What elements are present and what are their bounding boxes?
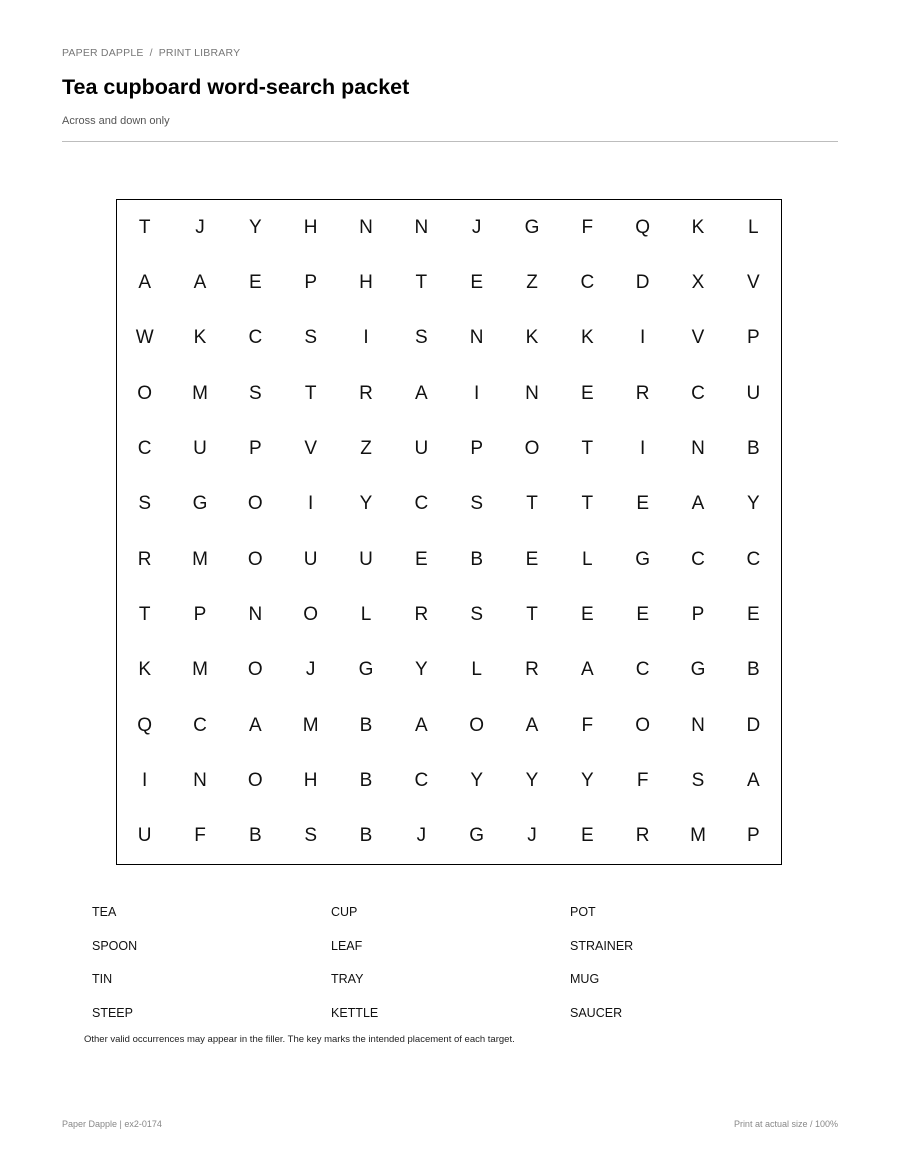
grid-cell: T [581,493,594,515]
grid-cell: B [359,769,373,791]
grid-cell: R [635,382,650,404]
grid-cell: E [636,493,649,515]
grid-cell: G [358,659,374,681]
grid-cell: E [580,603,594,625]
grid-cell: M [192,548,208,570]
grid-cell: N [525,382,539,404]
grid-cell: T [526,603,538,625]
grid-cell: O [247,493,263,515]
page-subtitle: Across and down only [62,115,170,127]
grid-cell: F [581,714,594,736]
grid-cell: Y [470,769,483,791]
grid-cell: J [305,659,316,681]
grid-cell: O [303,603,319,625]
grid-cell: O [137,382,153,404]
grid-cell: C [414,493,429,515]
grid-cell: Y [746,493,760,515]
grid-cell: R [635,825,650,847]
grid-cell: C [691,382,705,404]
grid-cell: A [746,769,760,791]
grid-cell: R [137,548,152,570]
grid-cell: L [582,548,593,570]
grid-cell: F [581,216,594,238]
word-list-item: KETTLE [331,1005,379,1020]
grid-cell: A [580,659,594,681]
grid-cell: O [635,714,651,736]
grid-cell: J [416,825,427,847]
grid-cell: P [746,327,760,349]
word-list-item: TRAY [331,972,364,986]
grid-cell: W [135,327,154,349]
grid-cell: I [474,382,480,404]
word-list-item: CUP [331,905,358,919]
grid-cell: N [359,216,373,238]
grid-cell: T [138,216,151,238]
grid-cell: R [525,659,539,681]
grid-cell: M [690,825,706,847]
word-list [92,897,812,1031]
grid-cell: T [304,382,317,404]
grid-cell: J [527,825,537,847]
footer-id: Paper Dapple | ex2-0174 [62,1119,162,1129]
footer-print-hint: Print at actual size / 100% [733,1119,838,1129]
grid-cell: D [635,271,650,293]
grid-cell: Q [137,714,153,736]
grid-cell: B [359,825,373,847]
grid-cell: F [194,825,206,847]
grid-cell: A [248,714,262,736]
grid-cell: A [414,382,428,404]
grid-cell: J [471,216,482,238]
grid-cell: K [580,327,594,349]
grid-cell: E [414,548,428,570]
placement-note: Other valid occurrences may appear in the filler. The key marks the intended placement of each target. [84,1034,515,1045]
grid-cell: S [691,769,705,791]
grid-cell: M [192,382,208,404]
grid-cell: A [414,714,428,736]
grid-cell: C [414,769,429,791]
grid-cell: N [691,714,705,736]
grid-cell: P [248,437,262,459]
grid-cell: A [525,714,539,736]
word-list-item: TEA [92,905,117,919]
word-search-grid [116,199,782,865]
grid-cell: C [635,659,650,681]
word-list-item: SAUCER [570,1005,623,1020]
grid-cell: R [359,382,373,404]
breadcrumb [62,47,240,59]
grid-cell: S [414,327,428,349]
grid-cell: A [193,271,207,293]
grid-cell: C [137,437,152,459]
grid-cell: E [580,382,594,404]
grid-cell: H [303,769,318,791]
header-divider [62,141,838,142]
grid-cell: G [635,548,651,570]
grid-cell: T [526,493,538,515]
grid-cell: C [193,714,207,736]
grid-cell: T [138,603,151,625]
grid-cell: B [359,714,373,736]
grid-cell: K [691,216,705,238]
grid-cell: O [247,548,263,570]
grid-cell: K [138,659,151,681]
grid-cell: Z [526,271,538,293]
grid-cell: J [195,216,205,238]
grid-cell: I [640,327,646,349]
grid-cell: E [248,271,262,293]
grid-cell: G [690,659,706,681]
grid-cell: B [746,437,760,459]
grid-cell: T [415,271,428,293]
grid-cell: S [304,825,317,847]
grid-cell: I [640,437,646,459]
grid-cell: B [248,825,262,847]
breadcrumb-brand[interactable]: PAPER DAPPLE [62,47,144,59]
grid-cell: L [748,216,759,238]
grid-cell: O [247,769,263,791]
grid-cell: P [746,825,760,847]
grid-cell: D [746,714,761,736]
word-list-item: STRAINER [570,938,634,953]
grid-cell: O [469,714,485,736]
grid-cell: P [691,603,705,625]
grid-cell: E [525,548,539,570]
grid-cell: U [137,825,152,847]
grid-cell: K [193,327,207,349]
grid-cell: M [192,659,208,681]
grid-cell: I [142,769,148,791]
grid-cell: C [580,271,595,293]
word-list-item: MUG [570,972,600,986]
grid-cell: Y [359,493,373,515]
grid-cell: S [470,603,483,625]
grid-cell: E [746,603,760,625]
grid-cell: G [524,216,540,238]
grid-cell: U [746,382,761,404]
grid-cell: S [138,493,151,515]
grid-cell: B [470,548,483,570]
grid-cell: P [304,271,317,293]
grid-cell: N [691,437,705,459]
grid-cell: E [636,603,649,625]
grid-cell: E [470,271,483,293]
grid-cell: P [470,437,483,459]
grid-cell: A [138,271,151,293]
grid-cell: Y [580,769,594,791]
word-list-item: STEEP [92,1005,133,1020]
grid-cell: L [471,659,482,681]
grid-cell: N [248,603,263,625]
grid-cell: O [247,659,263,681]
grid-cell: U [193,437,207,459]
grid-cell: I [308,493,314,515]
grid-cell: V [691,327,705,349]
grid-cell: S [304,327,317,349]
grid-cell: V [746,271,760,293]
grid-cell: N [414,216,429,238]
grid-cell: G [192,493,208,515]
grid-cell: C [248,327,263,349]
grid-cell: N [193,769,207,791]
grid-cell: T [581,437,594,459]
grid-cell: X [691,271,705,293]
grid-cell: K [525,327,539,349]
grid-cell: Y [248,216,262,238]
grid-cell: H [303,216,318,238]
grid-cell: G [469,825,485,847]
grid-cell: H [359,271,373,293]
grid-cell: R [414,603,429,625]
grid-cell: Z [360,437,372,459]
grid-cell: Y [525,769,539,791]
word-list-item: SPOON [92,938,138,953]
grid-cell: B [746,659,760,681]
grid-cell: N [469,327,484,349]
grid-cell: M [302,714,319,736]
grid-cell: V [304,437,317,459]
grid-cell: Y [414,659,428,681]
grid-cell: O [524,437,540,459]
grid-cell: Q [635,216,651,238]
grid-cell: U [414,437,429,459]
word-list-item: LEAF [331,938,363,953]
page-title: Tea cupboard word-search packet [62,75,410,99]
grid-cell: U [359,548,373,570]
grid-cell: E [580,825,594,847]
grid-cell: L [360,603,372,625]
grid-cell: C [691,548,705,570]
grid-cell: S [248,382,262,404]
grid-cell: P [193,603,207,625]
grid-cell: I [363,327,369,349]
word-list-item: TIN [92,972,113,986]
grid-cell: F [636,769,649,791]
breadcrumb-section[interactable]: PRINT LIBRARY [158,47,241,59]
word-list-item: POT [570,905,596,919]
breadcrumb-separator: / [149,47,153,59]
grid-cell: U [303,548,318,570]
grid-cell: S [470,493,483,515]
grid-cell: C [746,548,761,570]
grid-cell: A [691,493,705,515]
